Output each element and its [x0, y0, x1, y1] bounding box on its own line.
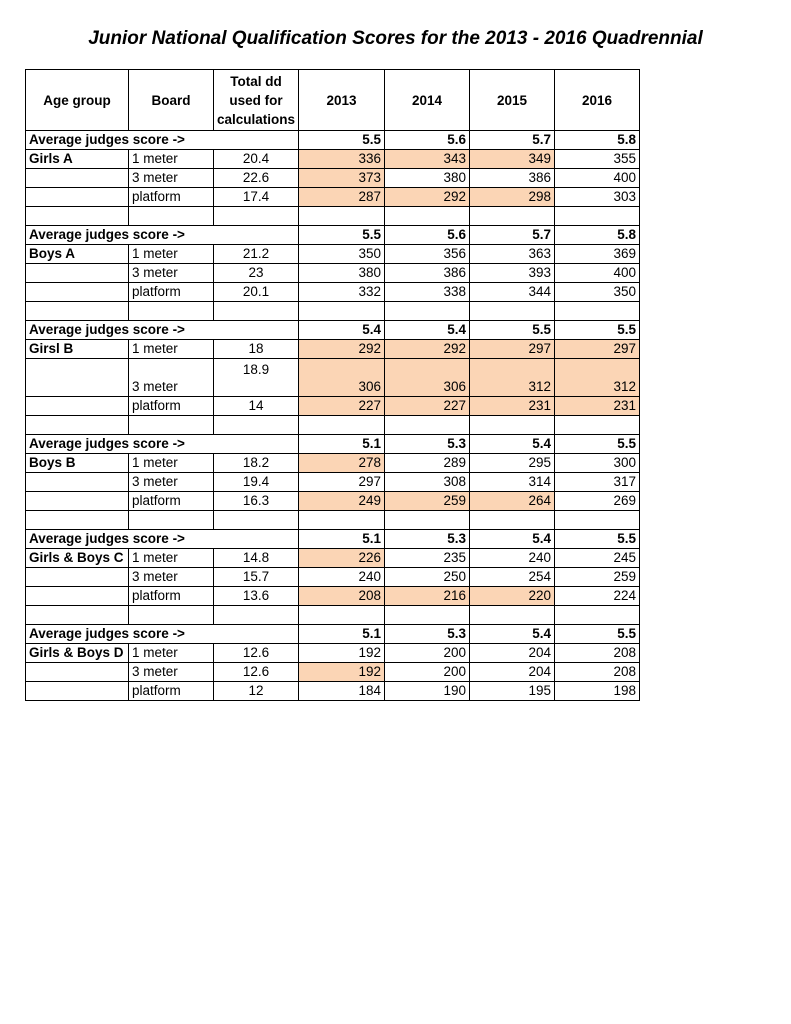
header-2015: 2015	[470, 70, 555, 131]
score-cell: 292	[299, 340, 385, 359]
total-dd-cell: 14	[214, 397, 299, 416]
score-cell: 190	[385, 682, 470, 701]
total-dd-cell: 15.7	[214, 568, 299, 587]
score-cell: 231	[470, 397, 555, 416]
document-title: Junior National Qualification Scores for the 2013 - 2016 Quadrennial	[88, 28, 703, 49]
average-score-cell: 5.4	[470, 530, 555, 549]
score-cell: 308	[385, 473, 470, 492]
header-row	[26, 70, 640, 131]
table-row	[26, 549, 640, 568]
score-cell: 216	[385, 587, 470, 606]
empty-cell	[299, 416, 385, 435]
spacer-row	[26, 207, 640, 226]
total-dd-cell: 18.9	[214, 359, 299, 397]
average-score-cell: 5.1	[299, 530, 385, 549]
total-dd-cell: 20.4	[214, 150, 299, 169]
spacer-row	[26, 511, 640, 530]
average-judges-score-row	[26, 435, 640, 454]
score-cell: 287	[299, 188, 385, 207]
empty-cell	[385, 207, 470, 226]
score-cell: 300	[555, 454, 640, 473]
score-cell: 208	[555, 663, 640, 682]
empty-cell	[26, 302, 129, 321]
score-cell: 312	[555, 359, 640, 397]
average-score-cell: 5.3	[385, 435, 470, 454]
score-cell: 192	[299, 644, 385, 663]
score-cell: 356	[385, 245, 470, 264]
table-row	[26, 264, 640, 283]
score-cell: 292	[385, 188, 470, 207]
empty-cell	[26, 207, 129, 226]
header-total-dd: Total dd used for calculations	[214, 70, 299, 131]
table-row	[26, 663, 640, 682]
score-cell: 235	[385, 549, 470, 568]
average-score-cell: 5.3	[385, 625, 470, 644]
average-score-cell: 5.5	[299, 131, 385, 150]
average-score-cell: 5.4	[470, 625, 555, 644]
average-judges-score-row	[26, 321, 640, 340]
empty-cell	[214, 226, 299, 245]
empty-cell	[555, 207, 640, 226]
score-cell: 231	[555, 397, 640, 416]
board-cell: platform	[129, 492, 214, 511]
empty-cell	[470, 302, 555, 321]
board-cell: platform	[129, 682, 214, 701]
score-cell: 380	[299, 264, 385, 283]
score-cell: 208	[299, 587, 385, 606]
score-cell: 240	[470, 549, 555, 568]
empty-cell	[214, 416, 299, 435]
score-cell: 227	[299, 397, 385, 416]
empty-cell	[470, 416, 555, 435]
empty-cell	[555, 302, 640, 321]
score-cell: 245	[555, 549, 640, 568]
table-row	[26, 473, 640, 492]
empty-cell	[299, 606, 385, 625]
empty-cell	[214, 606, 299, 625]
score-cell: 204	[470, 644, 555, 663]
average-judges-score-row	[26, 530, 640, 549]
score-cell: 250	[385, 568, 470, 587]
table-row	[26, 587, 640, 606]
board-cell: 1 meter	[129, 549, 214, 568]
score-cell: 298	[470, 188, 555, 207]
age-group-cell	[26, 568, 129, 587]
total-dd-cell: 13.6	[214, 587, 299, 606]
spacer-row	[26, 302, 640, 321]
average-score-cell: 5.6	[385, 226, 470, 245]
average-score-cell: 5.5	[470, 321, 555, 340]
empty-cell	[26, 606, 129, 625]
total-dd-cell: 14.8	[214, 549, 299, 568]
board-cell: 1 meter	[129, 245, 214, 264]
board-cell: 3 meter	[129, 663, 214, 682]
age-group-cell	[26, 283, 129, 302]
board-cell: platform	[129, 397, 214, 416]
average-score-cell: 5.5	[299, 226, 385, 245]
score-cell: 200	[385, 644, 470, 663]
score-cell: 227	[385, 397, 470, 416]
header-age-group: Age group	[26, 70, 129, 131]
average-score-cell: 5.5	[555, 321, 640, 340]
score-cell: 192	[299, 663, 385, 682]
average-score-cell: 5.1	[299, 435, 385, 454]
empty-cell	[470, 606, 555, 625]
total-dd-cell: 19.4	[214, 473, 299, 492]
spacer-row	[26, 606, 640, 625]
total-dd-cell: 18.2	[214, 454, 299, 473]
average-judges-score-label: Average judges score ->	[26, 530, 214, 549]
score-cell: 332	[299, 283, 385, 302]
empty-cell	[555, 511, 640, 530]
age-group-cell	[26, 473, 129, 492]
score-cell: 380	[385, 169, 470, 188]
table-row	[26, 359, 640, 397]
total-dd-cell: 12.6	[214, 663, 299, 682]
qualification-scores-table	[25, 69, 640, 701]
spacer-row	[26, 416, 640, 435]
score-cell: 208	[555, 644, 640, 663]
empty-cell	[299, 207, 385, 226]
total-dd-cell: 18	[214, 340, 299, 359]
board-cell: 1 meter	[129, 644, 214, 663]
average-score-cell: 5.7	[470, 226, 555, 245]
average-score-cell: 5.7	[470, 131, 555, 150]
score-cell: 295	[470, 454, 555, 473]
board-cell: 3 meter	[129, 473, 214, 492]
header-2016: 2016	[555, 70, 640, 131]
average-score-cell: 5.8	[555, 226, 640, 245]
age-group-cell: Girls & Boys C	[26, 549, 129, 568]
score-cell: 204	[470, 663, 555, 682]
empty-cell	[129, 606, 214, 625]
score-cell: 363	[470, 245, 555, 264]
average-score-cell: 5.4	[470, 435, 555, 454]
empty-cell	[214, 302, 299, 321]
score-cell: 254	[470, 568, 555, 587]
score-cell: 386	[385, 264, 470, 283]
empty-cell	[26, 511, 129, 530]
average-score-cell: 5.4	[385, 321, 470, 340]
score-cell: 303	[555, 188, 640, 207]
score-cell: 297	[299, 473, 385, 492]
score-cell: 249	[299, 492, 385, 511]
age-group-cell	[26, 264, 129, 283]
table-row	[26, 492, 640, 511]
table-row	[26, 283, 640, 302]
score-cell: 259	[385, 492, 470, 511]
empty-cell	[385, 511, 470, 530]
empty-cell	[214, 511, 299, 530]
table-row	[26, 150, 640, 169]
score-cell: 400	[555, 264, 640, 283]
total-dd-cell: 21.2	[214, 245, 299, 264]
average-score-cell: 5.3	[385, 530, 470, 549]
empty-cell	[129, 207, 214, 226]
header-board: Board	[129, 70, 214, 131]
empty-cell	[129, 416, 214, 435]
empty-cell	[470, 207, 555, 226]
score-cell: 312	[470, 359, 555, 397]
empty-cell	[385, 416, 470, 435]
average-judges-score-row	[26, 226, 640, 245]
board-cell: platform	[129, 188, 214, 207]
score-cell: 220	[470, 587, 555, 606]
score-cell: 400	[555, 169, 640, 188]
score-cell: 369	[555, 245, 640, 264]
age-group-cell: Boys A	[26, 245, 129, 264]
empty-cell	[555, 606, 640, 625]
total-dd-cell: 16.3	[214, 492, 299, 511]
age-group-cell	[26, 169, 129, 188]
score-cell: 226	[299, 549, 385, 568]
score-cell: 259	[555, 568, 640, 587]
table-row	[26, 454, 640, 473]
score-cell: 297	[555, 340, 640, 359]
total-dd-cell: 23	[214, 264, 299, 283]
total-dd-cell: 12.6	[214, 644, 299, 663]
score-cell: 344	[470, 283, 555, 302]
empty-cell	[555, 416, 640, 435]
total-dd-cell: 22.6	[214, 169, 299, 188]
table-row	[26, 340, 640, 359]
empty-cell	[129, 511, 214, 530]
average-judges-score-row	[26, 131, 640, 150]
score-cell: 338	[385, 283, 470, 302]
board-cell: platform	[129, 587, 214, 606]
score-cell: 306	[385, 359, 470, 397]
empty-cell	[385, 302, 470, 321]
average-score-cell: 5.5	[555, 435, 640, 454]
empty-cell	[26, 416, 129, 435]
board-cell: 1 meter	[129, 150, 214, 169]
board-cell: 3 meter	[129, 568, 214, 587]
table-row	[26, 644, 640, 663]
score-cell: 240	[299, 568, 385, 587]
empty-cell	[299, 511, 385, 530]
table-row	[26, 682, 640, 701]
table-row	[26, 188, 640, 207]
age-group-cell	[26, 587, 129, 606]
score-cell: 350	[299, 245, 385, 264]
average-score-cell: 5.5	[555, 530, 640, 549]
average-score-cell: 5.8	[555, 131, 640, 150]
score-cell: 386	[470, 169, 555, 188]
age-group-cell	[26, 359, 129, 397]
score-cell: 184	[299, 682, 385, 701]
total-dd-cell: 20.1	[214, 283, 299, 302]
score-cell: 314	[470, 473, 555, 492]
average-score-cell: 5.6	[385, 131, 470, 150]
average-judges-score-label: Average judges score ->	[26, 625, 214, 644]
board-cell: platform	[129, 283, 214, 302]
empty-cell	[214, 435, 299, 454]
score-cell: 264	[470, 492, 555, 511]
age-group-cell	[26, 663, 129, 682]
average-judges-score-row	[26, 625, 640, 644]
score-cell: 278	[299, 454, 385, 473]
board-cell: 3 meter	[129, 169, 214, 188]
empty-cell	[214, 207, 299, 226]
score-cell: 317	[555, 473, 640, 492]
header-2014: 2014	[385, 70, 470, 131]
average-judges-score-label: Average judges score ->	[26, 226, 214, 245]
average-judges-score-label: Average judges score ->	[26, 321, 214, 340]
score-cell: 355	[555, 150, 640, 169]
score-cell: 224	[555, 587, 640, 606]
empty-cell	[299, 302, 385, 321]
board-cell: 3 meter	[129, 264, 214, 283]
board-cell: 3 meter	[129, 359, 214, 397]
total-dd-cell: 17.4	[214, 188, 299, 207]
score-cell: 349	[470, 150, 555, 169]
age-group-cell	[26, 188, 129, 207]
average-judges-score-label: Average judges score ->	[26, 131, 214, 150]
age-group-cell: Girls & Boys D	[26, 644, 129, 663]
board-cell: 1 meter	[129, 454, 214, 473]
score-cell: 200	[385, 663, 470, 682]
empty-cell	[385, 606, 470, 625]
score-cell: 289	[385, 454, 470, 473]
age-group-cell: Girsl B	[26, 340, 129, 359]
age-group-cell	[26, 397, 129, 416]
average-judges-score-label: Average judges score ->	[26, 435, 214, 454]
table-row	[26, 245, 640, 264]
average-score-cell: 5.4	[299, 321, 385, 340]
score-cell: 350	[555, 283, 640, 302]
average-score-cell: 5.5	[555, 625, 640, 644]
board-cell: 1 meter	[129, 340, 214, 359]
empty-cell	[129, 302, 214, 321]
header-2013: 2013	[299, 70, 385, 131]
score-cell: 393	[470, 264, 555, 283]
empty-cell	[214, 321, 299, 340]
table-body	[26, 131, 640, 701]
empty-cell	[214, 131, 299, 150]
average-score-cell: 5.1	[299, 625, 385, 644]
score-cell: 269	[555, 492, 640, 511]
score-cell: 198	[555, 682, 640, 701]
score-cell: 195	[470, 682, 555, 701]
score-cell: 306	[299, 359, 385, 397]
age-group-cell: Boys B	[26, 454, 129, 473]
empty-cell	[214, 530, 299, 549]
table-row	[26, 169, 640, 188]
empty-cell	[470, 511, 555, 530]
age-group-cell: Girls A	[26, 150, 129, 169]
score-cell: 297	[470, 340, 555, 359]
empty-cell	[214, 625, 299, 644]
score-cell: 336	[299, 150, 385, 169]
table-row	[26, 397, 640, 416]
age-group-cell	[26, 682, 129, 701]
total-dd-cell: 12	[214, 682, 299, 701]
score-cell: 292	[385, 340, 470, 359]
score-cell: 343	[385, 150, 470, 169]
score-cell: 373	[299, 169, 385, 188]
age-group-cell	[26, 492, 129, 511]
table-row	[26, 568, 640, 587]
